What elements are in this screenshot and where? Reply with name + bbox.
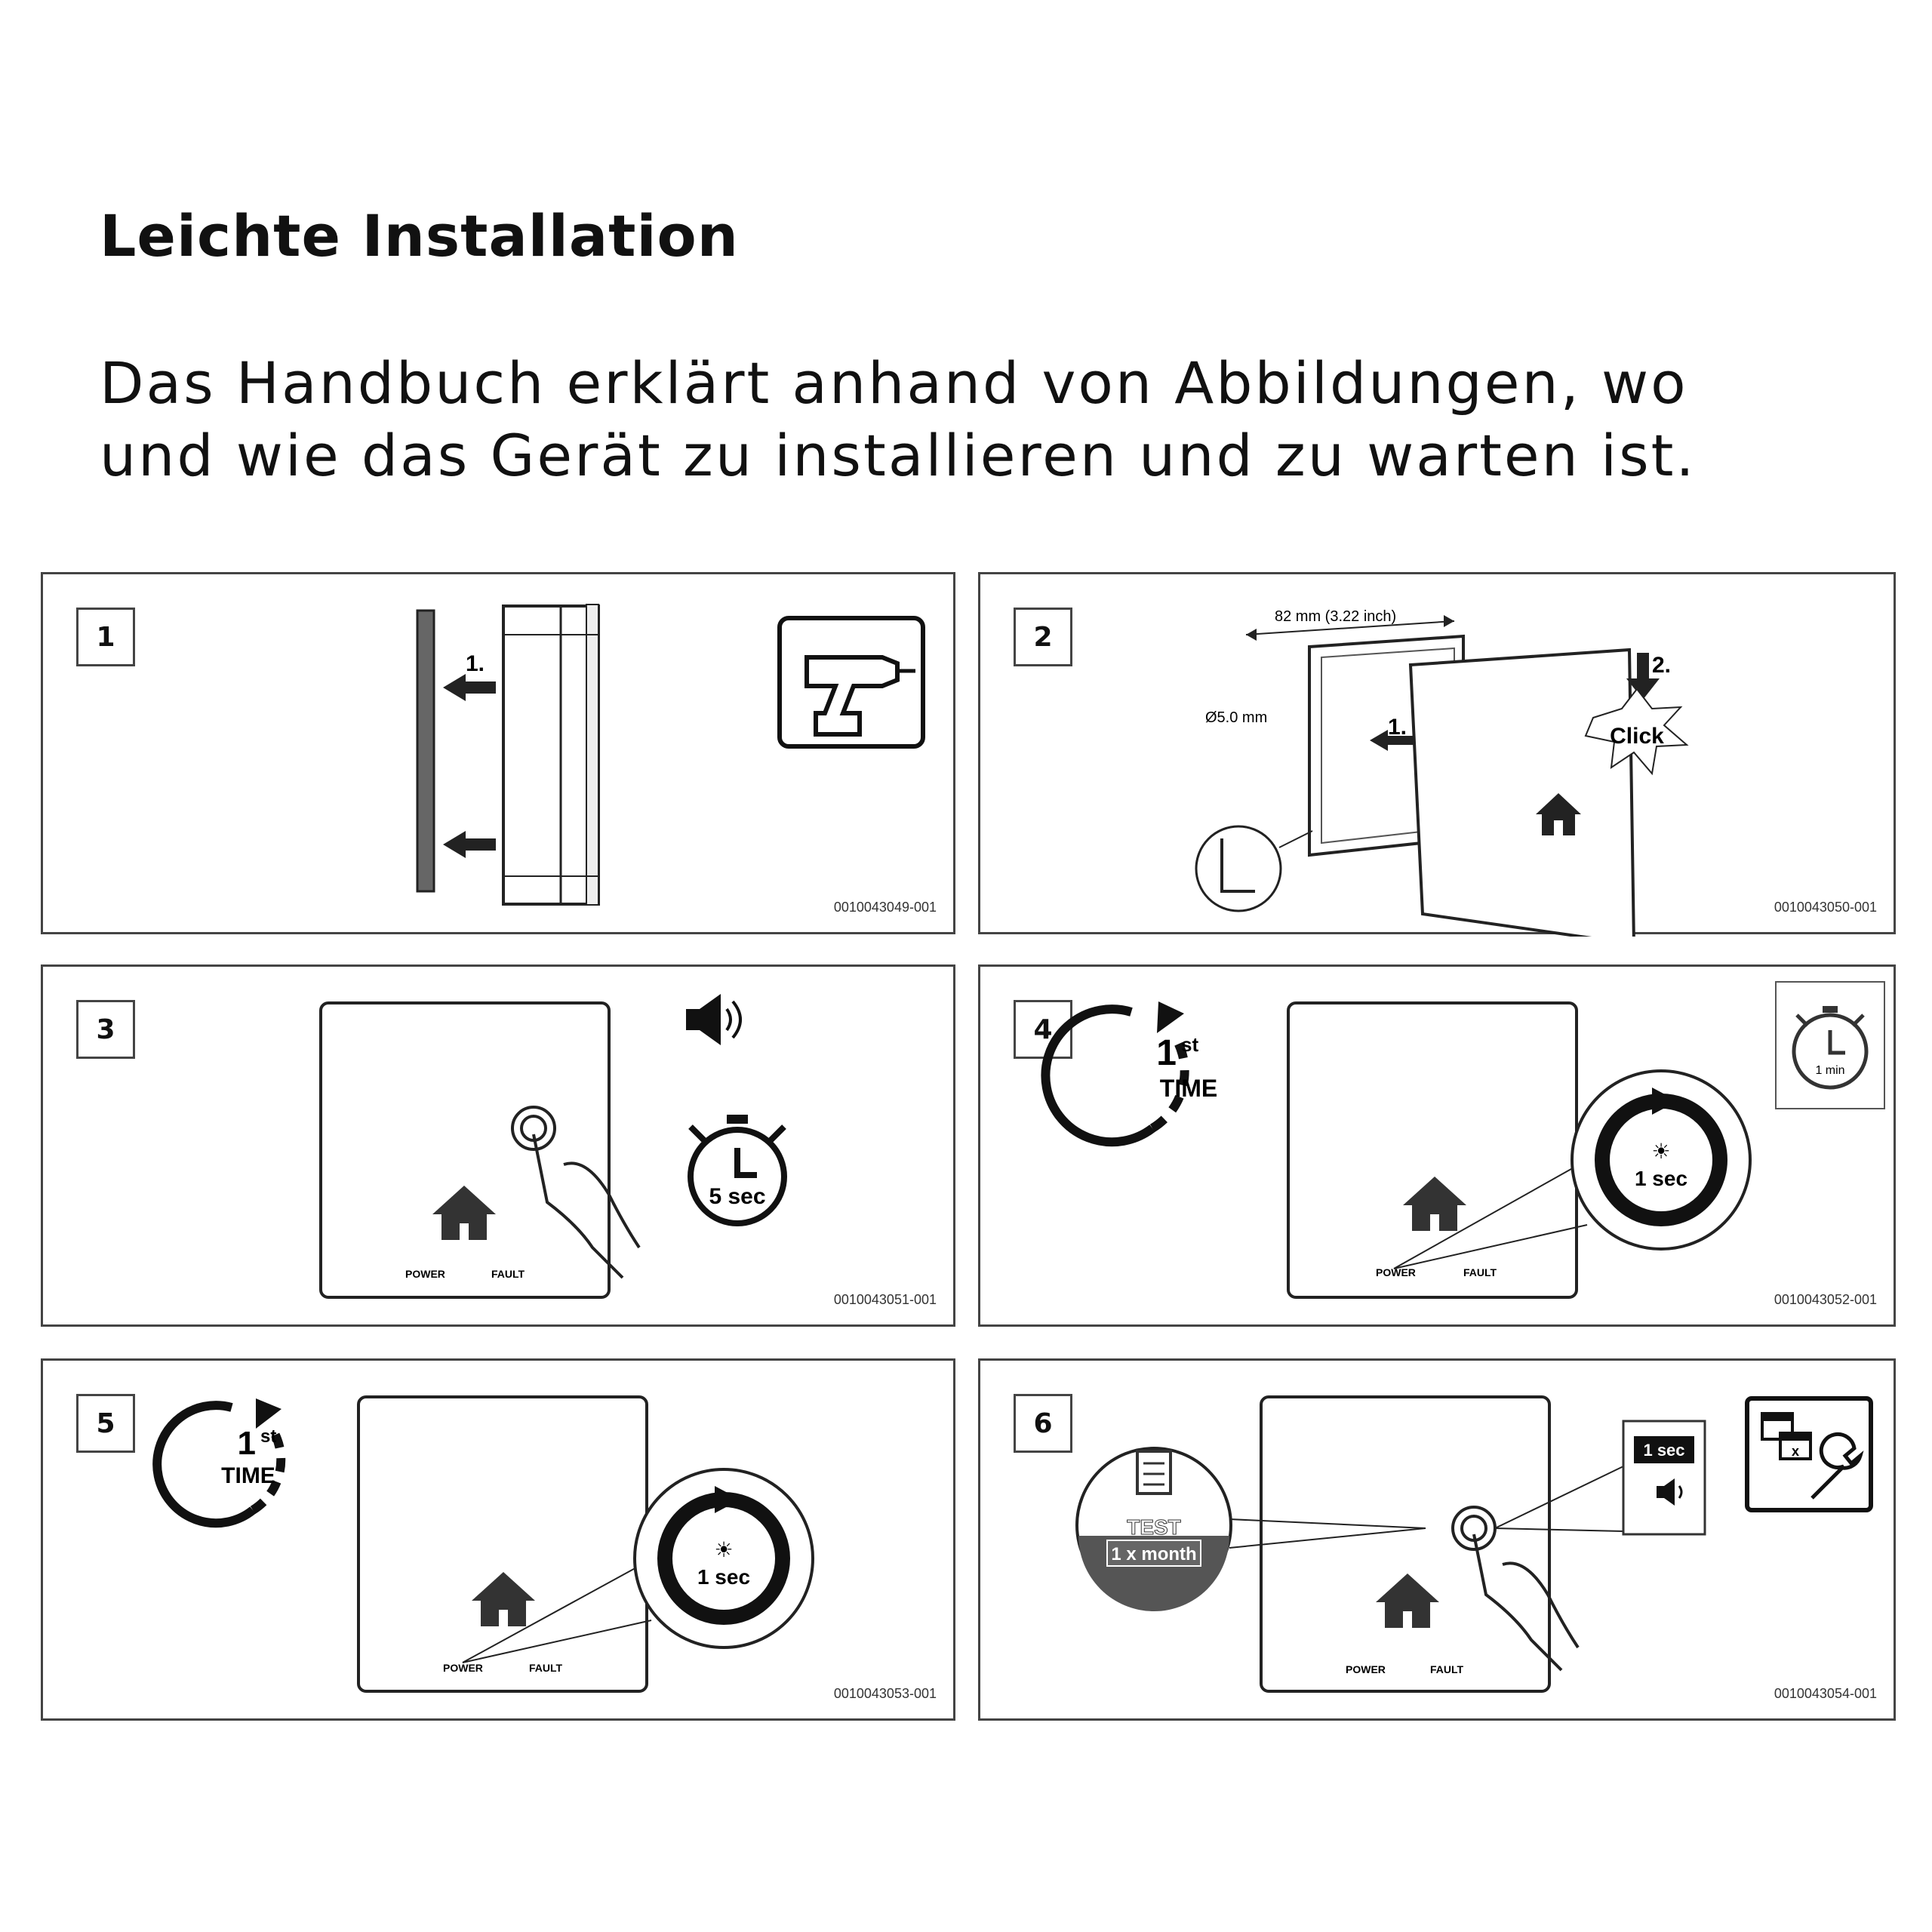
power-label: POWER: [443, 1662, 483, 1674]
first-time-illustration: [980, 967, 1898, 1329]
attach-illustration: [980, 574, 1898, 937]
first-time-icon: [157, 1398, 281, 1523]
step-number: 3: [76, 1000, 135, 1059]
device-front: [1261, 1397, 1549, 1691]
fault-label: FAULT: [1430, 1663, 1464, 1675]
blink-label: 1 sec: [697, 1565, 751, 1589]
backplate-illustration: [43, 574, 958, 937]
fault-label: FAULT: [529, 1662, 563, 1674]
figure-code: 0010043051-001: [833, 1292, 937, 1307]
timer-label: 1 min: [1815, 1064, 1845, 1077]
power-label: POWER: [405, 1268, 445, 1280]
detail-zoom-circle: [1196, 826, 1281, 911]
page-description: [100, 347, 1835, 492]
panel-5-first-time-blink: [41, 1358, 955, 1721]
device-front: [358, 1397, 647, 1691]
led-icon: ☀: [714, 1538, 734, 1561]
step-2-label: 2.: [1652, 653, 1672, 678]
first-sup: st: [260, 1426, 277, 1447]
step-number: 2: [1014, 608, 1072, 666]
fault-label: FAULT: [491, 1268, 525, 1280]
step-number: 5: [76, 1394, 135, 1453]
arrow-left-icon: [443, 831, 496, 858]
activate-illustration: [43, 967, 958, 1329]
fault-label: FAULT: [1463, 1266, 1497, 1278]
click-label: Click: [1610, 724, 1664, 749]
arrow-step-label: 1.: [466, 651, 485, 676]
figure-code: 0010043052-001: [1774, 1292, 1877, 1307]
dimension-label: 82 mm (3.22 inch): [1275, 608, 1397, 625]
device-front: [321, 1003, 609, 1297]
step-1-label: 1.: [1388, 715, 1407, 740]
first-time-label: TIME: [1159, 1075, 1218, 1102]
press-label: 1 sec: [1643, 1441, 1685, 1460]
speaker-icon: [686, 994, 740, 1045]
arrow-left-icon: [443, 674, 496, 701]
first-time-label: TIME: [221, 1463, 275, 1488]
led-icon: ☀: [1651, 1140, 1671, 1163]
figure-code: 0010043050-001: [1774, 900, 1877, 915]
x-mark: x: [1791, 1444, 1800, 1459]
first-number: 1: [237, 1425, 256, 1462]
figure-code: 0010043054-001: [1774, 1686, 1877, 1701]
panel-3-activate: [41, 964, 955, 1327]
panel-1-mount-backplate: [41, 572, 955, 934]
description-line-1: Das Handbuch erklärt anhand von Abbildungen, wo: [100, 349, 1688, 417]
panel-6-monthly-test: [978, 1358, 1896, 1721]
figure-code: 0010043053-001: [833, 1686, 937, 1701]
device-front: [1288, 1003, 1577, 1297]
test-label: TEST: [1127, 1515, 1181, 1539]
drill-icon: [780, 618, 923, 746]
first-number: 1: [1156, 1033, 1177, 1073]
page-title: Leichte Installation: [100, 202, 739, 269]
panel-4-first-time: [978, 964, 1896, 1327]
first-sup: st: [1181, 1033, 1199, 1056]
test-illustration: [980, 1361, 1898, 1723]
description-line-2: und wie das Gerät zu installieren und zu warten ist.: [100, 422, 1697, 489]
timer-label: 5 sec: [709, 1184, 766, 1209]
hole-label: Ø5.0 mm: [1205, 709, 1268, 726]
step-number: 6: [1014, 1394, 1072, 1453]
figure-code: 0010043049-001: [833, 900, 937, 915]
blink-illustration: [43, 1361, 958, 1723]
step-number: 1: [76, 608, 135, 666]
step-number: 4: [1014, 1000, 1072, 1059]
panel-2-attach-device: [978, 572, 1896, 934]
power-label: POWER: [1376, 1266, 1416, 1278]
power-label: POWER: [1346, 1663, 1386, 1675]
blink-label: 1 sec: [1634, 1167, 1688, 1190]
frequency-label: 1 x month: [1111, 1544, 1197, 1564]
